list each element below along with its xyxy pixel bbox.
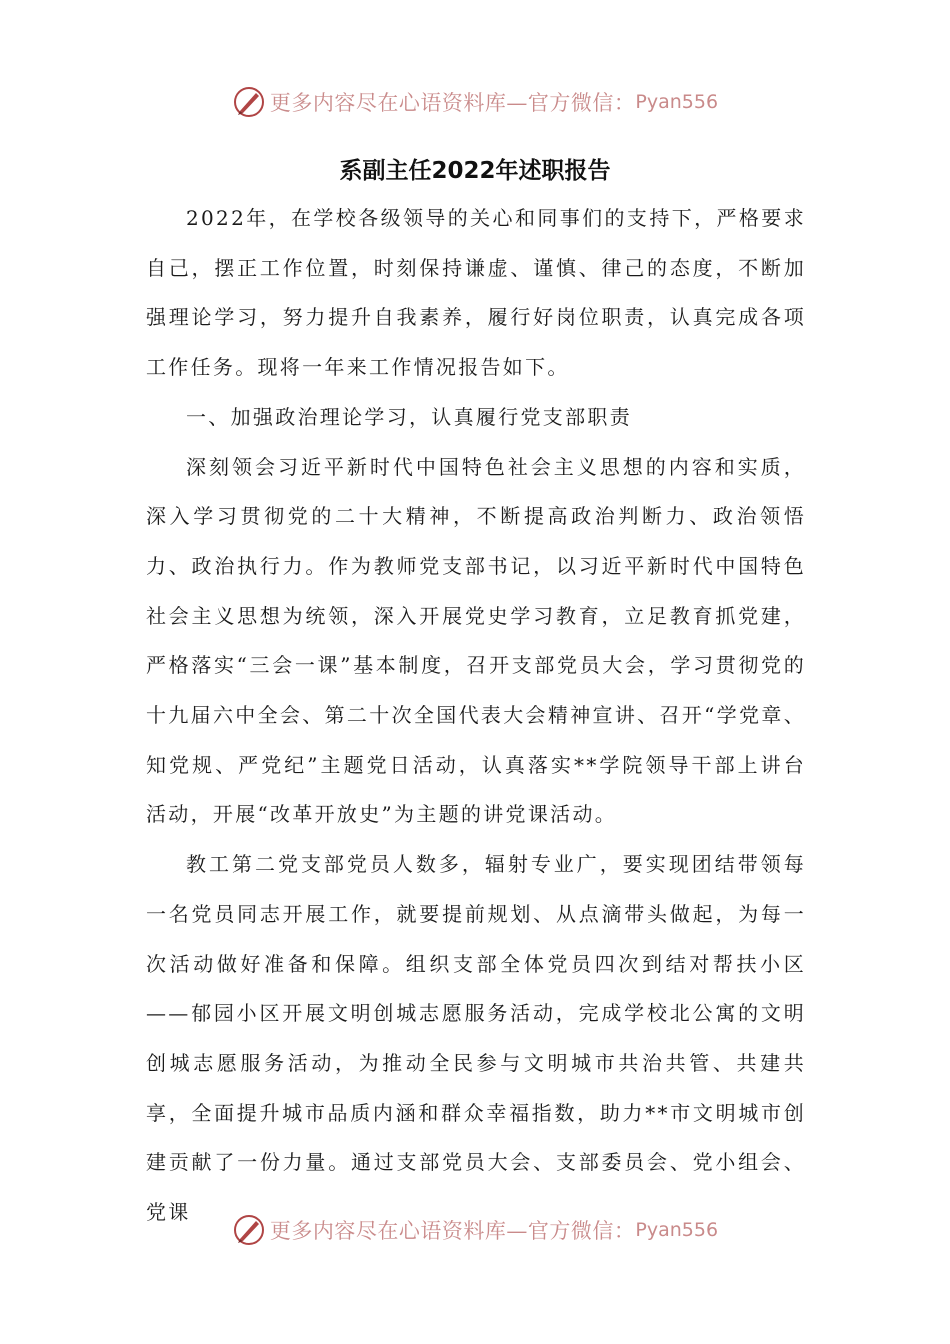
paragraph-intro: 2022年，在学校各级领导的关心和同事们的支持下，严格要求自己，摆正工作位置，时刻保持谦虚、谨慎、律己的态度，不断加强理论学习，努力提升自我素养，履行好岗位职责，认真完成各项工作任务。现将一年来工作情况报告如下。 [146, 206, 806, 380]
watermark-banner-top [0, 82, 950, 122]
watermark-banner-bottom [0, 1210, 950, 1250]
watermark-wechat-id: Pyan556 [635, 91, 719, 113]
paragraph-study: 深刻领会习近平新时代中国特色社会主义思想的内容和实质，深入学习贯彻党的二十大精神，不断提高政治判断力、政治领悟力、政治执行力。作为教师党支部书记，以习近平新时代中国特色社会主义思想为统领，深入开展党史学习教育，立足教育抓党建，严格落实“三会一课”基本制度，召开支部党员大会，学习贯彻党的十九届六中全会、第二十次全国代表大会精神宣讲、召开“学党章、知党规、严党纪”主题党日活动，认真落实**学院领导干部上讲台活动，开展“改革开放史”为主题的讲党课活动。 [146, 454, 806, 827]
document-body [146, 194, 806, 1238]
watermark-wechat-id: Pyan556 [635, 1219, 719, 1241]
pen-logo-icon [232, 1213, 266, 1247]
pen-logo-icon [232, 85, 266, 119]
watermark-text: 更多内容尽在心语资料库—官方微信： [269, 91, 636, 115]
section-heading-1: 一、加强政治理论学习，认真履行党支部职责 [186, 404, 632, 429]
paragraph-branch: 教工第二党支部党员人数多，辐射专业广，要实现团结带领每一名党员同志开展工作，就要提前规划、从点滴带头做起，为每一次活动做好准备和保障。组织支部全体党员四次到结对帮扶小区——郁园小区开展文明创城志愿服务活动，完成学校北公寓的文明创城志愿服务活动，为推动全民参与文明城市共治共管、共建共享，全面提升城市品质内涵和群众幸福指数，助力**市文明城市创建贡献了一份力量。通过支部党员大会、支部委员会、党小组会、党课 [146, 852, 806, 1225]
document-title: 系副主任2022年述职报告 [339, 158, 611, 184]
watermark-text: 更多内容尽在心语资料库—官方微信： [269, 1219, 636, 1243]
